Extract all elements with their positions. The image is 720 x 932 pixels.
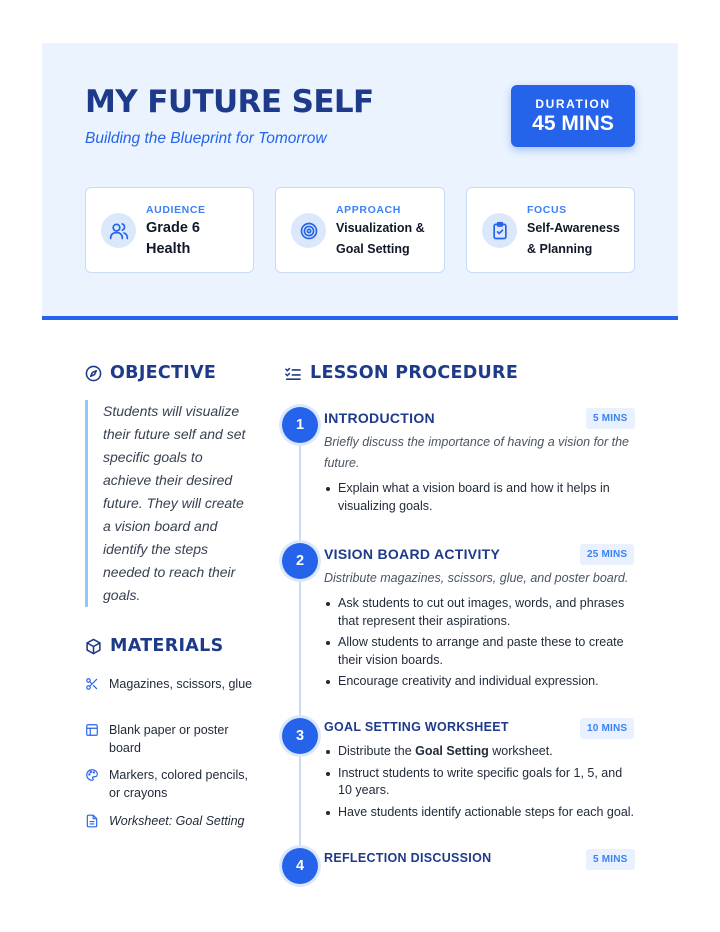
audience-line-2: Health bbox=[146, 241, 191, 257]
timeline-line bbox=[299, 420, 301, 880]
users-icon bbox=[101, 213, 136, 248]
audience-line-1: Grade 6 bbox=[146, 220, 200, 236]
bullet-item: Have students identify actionable steps for each goal. bbox=[324, 804, 639, 822]
focus-line-1: Self-Awareness bbox=[527, 221, 620, 235]
compass-icon bbox=[85, 365, 102, 382]
focus-label: FOCUS bbox=[527, 204, 567, 216]
step-title: INTRODUCTION bbox=[324, 410, 435, 426]
header-divider bbox=[42, 316, 678, 320]
bullet-item: Explain what a vision board is and how it helps in visualizing goals. bbox=[324, 480, 639, 515]
procedure-heading-text: LESSON PROCEDURE bbox=[310, 363, 519, 383]
bullet-item: Ask students to cut out images, words, and phrases that represent their aspirations. bbox=[324, 595, 639, 630]
focus-value bbox=[527, 218, 620, 260]
material-item bbox=[85, 675, 255, 693]
step-title: GOAL SETTING WORKSHEET bbox=[324, 720, 509, 734]
material-text: Markers, colored pencils, or crayons bbox=[109, 768, 248, 800]
objective-heading-text: OBJECTIVE bbox=[110, 363, 217, 383]
duration-value: 45 MINS bbox=[532, 112, 614, 135]
file-text-icon bbox=[85, 814, 99, 828]
bullet-item bbox=[324, 743, 639, 761]
objective-heading bbox=[85, 363, 216, 383]
material-text: Magazines, scissors, glue bbox=[109, 677, 253, 691]
material-item bbox=[85, 812, 255, 830]
step-duration-badge: 10 MINS bbox=[580, 718, 634, 739]
step-number: 2 bbox=[282, 543, 318, 579]
audience-label: AUDIENCE bbox=[146, 204, 206, 216]
step-number: 4 bbox=[282, 848, 318, 884]
scissors-icon bbox=[85, 677, 99, 691]
bullet-item: Instruct students to write specific goals for 1, 5, and 10 years. bbox=[324, 765, 639, 800]
focus-card bbox=[466, 187, 635, 273]
material-text: Worksheet: Goal Setting bbox=[109, 814, 245, 828]
approach-line-2: Goal Setting bbox=[336, 242, 410, 256]
approach-card bbox=[275, 187, 445, 273]
approach-value bbox=[336, 218, 425, 260]
step-title: REFLECTION DISCUSSION bbox=[324, 851, 492, 865]
focus-line-2: & Planning bbox=[527, 242, 593, 256]
material-item bbox=[85, 766, 255, 802]
step-duration-badge: 25 MINS bbox=[580, 544, 634, 565]
audience-value bbox=[146, 218, 200, 260]
step-duration-badge: 5 MINS bbox=[586, 408, 635, 429]
duration-label: DURATION bbox=[535, 97, 611, 111]
bullet-item: Allow students to arrange and paste these to create their vision boards. bbox=[324, 634, 639, 669]
bullet-item: Encourage creativity and individual expression. bbox=[324, 673, 639, 691]
duration-badge bbox=[511, 85, 635, 147]
bullet-bold-text: Goal Setting bbox=[415, 744, 489, 758]
objective-text: Students will visualize their future self and set specific goals to achieve their desired future. They will create a vision board and identify the steps needed to reach their goals. bbox=[85, 400, 250, 607]
step-bullets bbox=[324, 595, 639, 695]
material-item bbox=[85, 721, 255, 757]
step-number: 1 bbox=[282, 407, 318, 443]
target-icon bbox=[291, 213, 326, 248]
approach-label: APPROACH bbox=[336, 204, 401, 216]
bullet-text: Distribute the bbox=[338, 744, 416, 758]
approach-line-1: Visualization & bbox=[336, 221, 425, 235]
audience-card bbox=[85, 187, 254, 273]
material-text: Blank paper or poster board bbox=[109, 723, 229, 755]
page-title: MY FUTURE SELF bbox=[85, 84, 374, 120]
clipboard-check-icon bbox=[482, 213, 517, 248]
step-description: Distribute magazines, scissors, glue, and poster board. bbox=[324, 571, 629, 585]
procedure-heading bbox=[284, 363, 518, 383]
step-description: Briefly discuss the importance of having a vision for the future. bbox=[324, 435, 630, 470]
step-title: VISION BOARD ACTIVITY bbox=[324, 546, 501, 562]
materials-heading-text: MATERIALS bbox=[110, 636, 224, 656]
layout-icon bbox=[85, 723, 99, 737]
step-number: 3 bbox=[282, 718, 318, 754]
bullet-text: worksheet. bbox=[488, 744, 553, 758]
step-duration-badge: 5 MINS bbox=[586, 849, 635, 870]
list-checks-icon bbox=[284, 365, 302, 382]
step-bullets bbox=[324, 480, 639, 519]
box-icon bbox=[85, 638, 102, 655]
palette-icon bbox=[85, 768, 99, 782]
step-bullets bbox=[324, 743, 639, 825]
page-subtitle: Building the Blueprint for Tomorrow bbox=[85, 130, 327, 147]
materials-heading bbox=[85, 636, 223, 656]
